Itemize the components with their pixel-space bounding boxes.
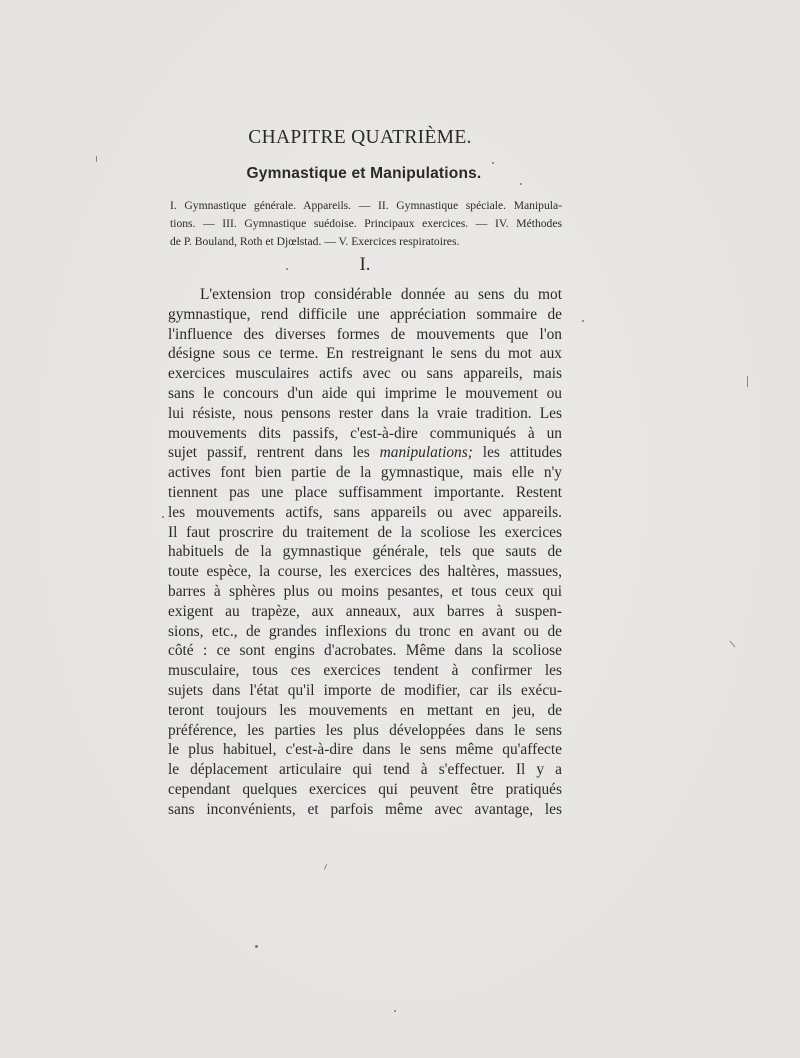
summary-line: tions. — III. Gymnastique suédoise. Principaux exercices. — IV. Méthodes [170, 216, 562, 230]
scan-speck [492, 162, 494, 164]
body-line-text: les attitudes [472, 444, 562, 462]
body-line: L'extension trop considérable donnée au sens du mot [200, 286, 562, 303]
body-line: exigent au trapèze, aux anneaux, aux barres à suspen- [168, 602, 562, 620]
body-line: musculaire, tous ces exercices tendent à confirmer les [168, 662, 562, 680]
body-line: habituels de la gymnastique générale, tels que sauts de [168, 543, 562, 561]
body-paragraph [168, 285, 562, 820]
scan-speck [394, 1010, 396, 1012]
scan-mark [96, 156, 97, 162]
scan-speck [255, 945, 258, 948]
body-line: barres à sphères plus ou moins pesantes, et tous ceux qui [168, 582, 562, 600]
chapter-title: CHAPITRE QUATRIÈME. [248, 127, 472, 148]
chapter-subtitle: Gymnastique et Manipulations. [246, 165, 482, 182]
body-line: sions, etc., de grandes inflexions du tronc en avant ou de [168, 622, 562, 640]
body-line: le déplacement articulaire qui tend à s'effectuer. Il y a [168, 761, 562, 779]
body-line: préférence, les parties les plus développées dans le sens [168, 721, 562, 739]
scan-mark [747, 376, 748, 387]
body-line: Il faut proscrire du traitement de la scoliose les exercices [168, 523, 562, 541]
body-line: le plus habituel, c'est-à-dire dans le sens même qu'affecte [168, 741, 562, 759]
body-line: les mouvements actifs, sans appareils ou avec appareils. [168, 503, 562, 521]
body-line: sans le concours d'un aide qui imprime le mouvement ou [168, 384, 562, 402]
body-line: cependant quelques exercices qui peuvent être pratiqués [168, 780, 562, 798]
body-line: désigne sous ce terme. En restreignant le sens du mot aux [168, 345, 562, 363]
body-line: sans inconvénients, et parfois même avec avantage, les [168, 800, 562, 818]
scan-mark [730, 641, 736, 648]
summary-line: I. Gymnastique générale. Appareils. — II. Gymnastique spéciale. Manipula- [170, 199, 562, 212]
scan-speck [582, 320, 584, 322]
scan-speck [520, 183, 522, 185]
body-line-text: sujet passif, rentrent dans les [168, 444, 380, 462]
scan-speck [286, 268, 288, 270]
chapter-summary [170, 197, 562, 250]
scan-mark [324, 864, 327, 870]
body-line: côté : ce sont engins d'acrobates. Même dans la scoliose [168, 642, 562, 660]
body-line: mouvements dits passifs, c'est-à-dire communiqués à un [168, 424, 562, 442]
body-line: sujets dans l'état qu'il importe de modifier, car ils exécu- [168, 681, 562, 699]
body-line [168, 443, 562, 463]
body-line: actives font bien partie de la gymnastique, mais elle n'y [168, 464, 562, 482]
scan-speck [162, 516, 164, 518]
section-numeral: I. [359, 254, 371, 275]
body-line: exercices musculaires actifs avec ou sans appareils, mais [168, 365, 562, 383]
summary-line: de P. Bouland, Roth et Djœlstad. — V. Exercices respiratoires. [170, 234, 460, 248]
body-line: l'influence des diverses formes de mouvements que l'on [168, 325, 562, 343]
body-line-italic: manipulations; [379, 444, 473, 462]
body-line: teront toujours les mouvements en mettant en jeu, de [168, 701, 562, 719]
body-line: tiennent pas une place suffisamment importante. Restent [168, 483, 562, 501]
body-line: lui résiste, nous pensons rester dans la vraie tradition. Les [168, 404, 562, 422]
body-line: gymnastique, rend difficile une appréciation sommaire de [168, 305, 562, 323]
body-line: toute espèce, la course, les exercices des haltères, massues, [168, 563, 562, 581]
